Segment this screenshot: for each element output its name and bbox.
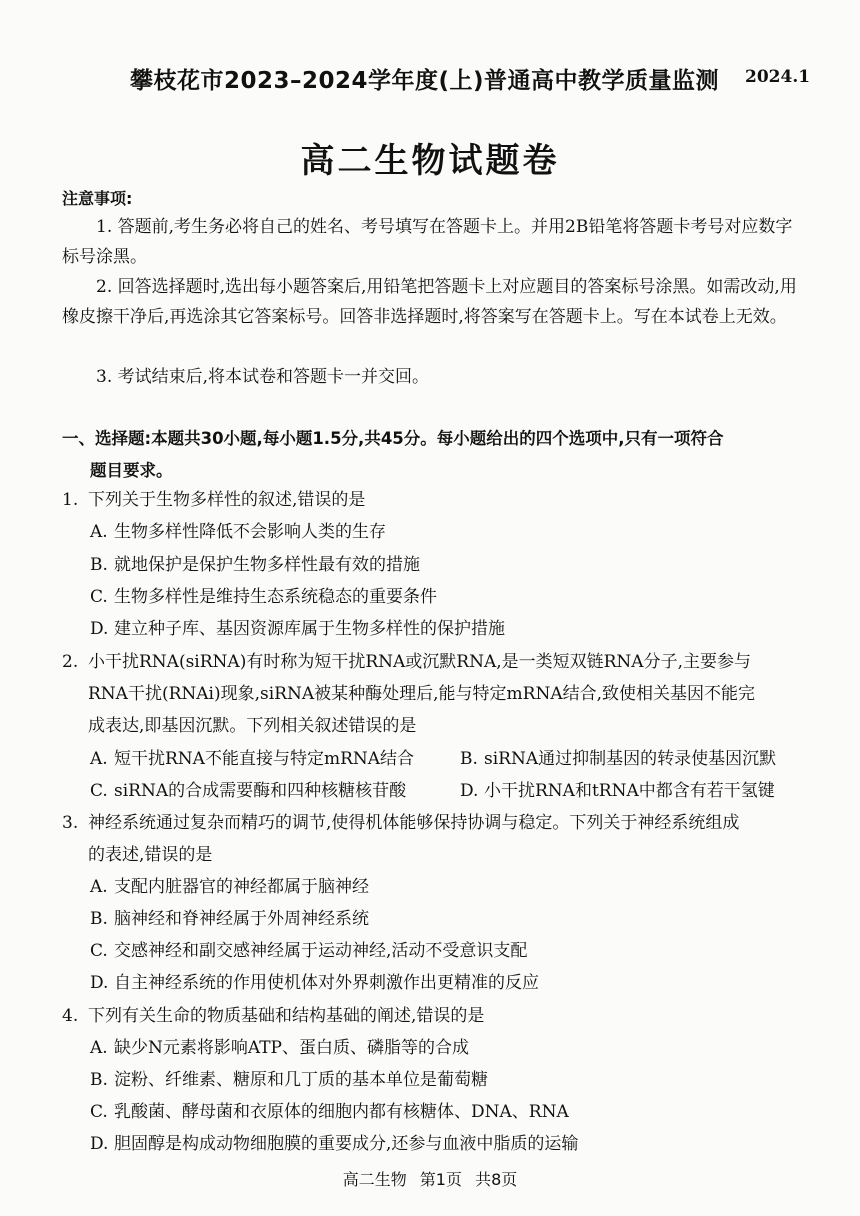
question-3-option-c: C. 交感神经和副交感神经属于运动神经,活动不受意识支配 bbox=[90, 941, 528, 961]
notice-heading: 注意事项: bbox=[62, 189, 133, 208]
exam-date: 2024.1 bbox=[745, 67, 811, 87]
question-3-stem-line-2: 的表述,错误的是 bbox=[88, 845, 213, 865]
question-4-option-a: A. 缺少N元素将影响ATP、蛋白质、磷脂等的合成 bbox=[90, 1038, 469, 1058]
question-3-option-d: D. 自主神经系统的作用使机体对外界刺激作出更精准的反应 bbox=[90, 973, 539, 993]
page-footer: 高二生物 第1页 共8页 bbox=[342, 1170, 518, 1189]
question-1-option-d: D. 建立种子库、基因资源库属于生物多样性的保护措施 bbox=[90, 619, 505, 639]
question-2-stem-line-2: RNA干扰(RNAi)现象,siRNA被某种酶处理后,能与特定mRNA结合,致使相关基因不能完 bbox=[88, 684, 755, 704]
question-3-stem-line-1: 3. 神经系统通过复杂而精巧的调节,使得机体能够保持协调与稳定。下列关于神经系统组成 bbox=[62, 813, 740, 833]
question-1-option-b: B. 就地保护是保护生物多样性最有效的措施 bbox=[90, 555, 420, 575]
question-4-option-c: C. 乳酸菌、酵母菌和衣原体的细胞内都有核糖体、DNA、RNA bbox=[90, 1102, 569, 1122]
question-2-stem-line-3: 成表达,即基因沉默。下列相关叙述错误的是 bbox=[88, 716, 417, 736]
question-3-option-a: A. 支配内脏器官的神经都属于脑神经 bbox=[90, 877, 369, 897]
question-2-option-b: B. siRNA通过抑制基因的转录使基因沉默 bbox=[460, 749, 777, 769]
question-4-option-b: B. 淀粉、纤维素、糖原和几丁质的基本单位是葡萄糖 bbox=[90, 1070, 488, 1090]
question-2-option-c: C. siRNA的合成需要酶和四种核糖核苷酸 bbox=[90, 781, 407, 801]
question-4-stem: 4. 下列有关生命的物质基础和结构基础的阐述,错误的是 bbox=[62, 1006, 485, 1026]
question-1-stem: 1. 下列关于生物多样性的叙述,错误的是 bbox=[62, 490, 366, 510]
question-3-option-b: B. 脑神经和脊神经属于外周神经系统 bbox=[90, 909, 369, 929]
notice-item-1: 1. 答题前,考生务必将自己的姓名、考号填写在答题卡上。并用2B铅笔将答题卡考号对应数字标号涂黑。 bbox=[62, 217, 793, 267]
notice-item-3: 3. 考试结束后,将本试卷和答题卡一并交回。 bbox=[96, 367, 430, 387]
notice-item-2: 2. 回答选择题时,选出每小题答案后,用铅笔把答题卡上对应题目的答案标号涂黑。如需改动,用橡皮擦干净后,再选涂其它答案标号。回答非选择题时,将答案写在答题卡上。写在本试卷上无效。 bbox=[62, 277, 797, 327]
question-1-option-a: A. 生物多样性降低不会影响人类的生存 bbox=[90, 522, 386, 542]
exam-header-title: 攀枝花市2023–2024学年度(上)普通高中教学质量监测 bbox=[130, 68, 720, 94]
question-4-option-d: D. 胆固醇是构成动物细胞膜的重要成分,还参与血液中脂质的运输 bbox=[90, 1134, 579, 1154]
question-2-option-a: A. 短干扰RNA不能直接与特定mRNA结合 bbox=[90, 749, 415, 769]
question-2-stem-line-1: 2. 小干扰RNA(siRNA)有时称为短干扰RNA或沉默RNA,是一类短双链RNA分子,主要参与 bbox=[62, 652, 751, 672]
page-title: 高二生物试题卷 bbox=[300, 141, 560, 181]
section-heading: 一、选择题:本题共30小题,每小题1.5分,共45分。每小题给出的四个选项中,只有一项符合 题目要求。 bbox=[62, 429, 724, 480]
question-1-option-c: C. 生物多样性是维持生态系统稳态的重要条件 bbox=[90, 587, 437, 607]
question-2-option-d: D. 小干扰RNA和tRNA中都含有若干氢键 bbox=[460, 781, 775, 801]
